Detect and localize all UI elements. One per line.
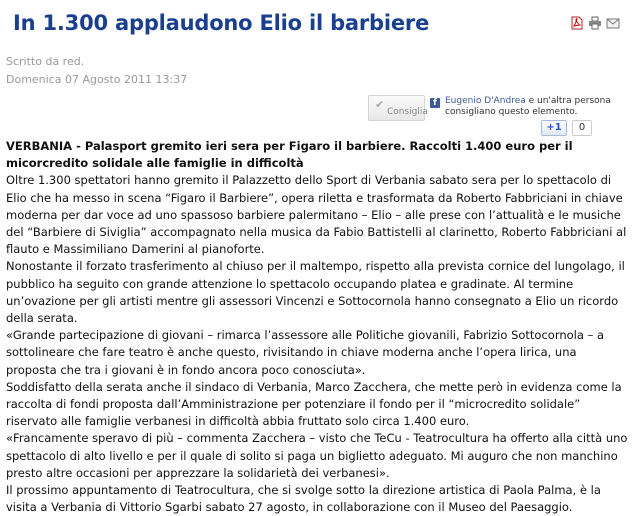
- publish-date: Domenica 07 Agosto 2011 13:37: [6, 73, 188, 86]
- article-paragraph: Oltre 1.300 spettatori hanno gremito il Palazzetto dello Sport di Verbania sabato sera per lo spettacolo di Elio che ha messo in scena “Figaro il Barbiere”, opera riletta e trasformata da Roberto Fabbriciani in chiave moderna per dar voce ad uno spassoso barbiere palermitano – Elio – alle prese con l’attualità e le musiche del “Barbiere di Siviglia” accompagnato nella musica da Fabio Battistelli al clarinetto, Roberto Fabbriciani al flauto e Massimiliano Damerini al pianoforte.: [6, 173, 627, 257]
- pdf-icon[interactable]: [570, 16, 584, 30]
- facebook-like-button[interactable]: [368, 95, 428, 121]
- article-paragraph: Nonostante il forzato trasferimento al chiuso per il maltempo, rispetto alla prevista cornice del lungolago, il pubblico ha seguito con grande attenzione lo spettacolo occupando platea e gradinate. Al termine un’ovazione per gli artisti mentre gli assessori Vincenzi e Sottocornola hanno consegnato a Elio un ricordo della serata.: [6, 259, 625, 326]
- plusone-count: 0: [572, 120, 592, 136]
- article-tools: [570, 16, 620, 30]
- facebook-icon: f: [430, 98, 440, 108]
- email-icon[interactable]: [606, 16, 620, 30]
- article-title: In 1.300 applaudono Elio il barbiere: [13, 11, 430, 35]
- facebook-social-sentence: e un'altra persona consigliano questo elemento.: [445, 96, 611, 117]
- like-button-label: Consiglia: [387, 107, 428, 117]
- article-body: [6, 138, 628, 516]
- check-icon: ✔: [375, 98, 385, 111]
- print-icon[interactable]: [588, 16, 602, 30]
- facebook-friend-link[interactable]: Eugenio D'Andrea: [445, 96, 526, 106]
- article-paragraph: Soddisfatto della serata anche il sindaco di Verbania, Marco Zacchera, che mette però in evidenza come la raccolta di fondi proposta dall’Amministrazione per potenziare il fondo per il “microcredito solidale” riservato alle famiglie verbanesi in difficoltà abbia fruttato solo circa 1.400 euro.: [6, 379, 622, 429]
- article-paragraph: «Francamente speravo di più – commenta Zacchera – visto che TeCu - Teatrocultura ha offerto alla città uno spettacolo di alto livello e per il quale di solito si paga un biglietto adeguato. Mi auguro che non manchino presto altre occasioni per apprezzare la solidarietà dei verbanesi».: [6, 431, 628, 480]
- facebook-social-text: [445, 96, 615, 118]
- google-plusone-button[interactable]: +1: [541, 120, 567, 136]
- author-line: Scritto da red.: [6, 55, 85, 68]
- article-paragraph: «Grande partecipazione di giovani – rimarca l’assessore alle Politiche giovanili, Fabrizio Sottocornola – a sottolineare che fare teatro è anche questo, rivisitando in chiave moderna anche l’opera lirica, una proposta che tra i giovani è in fondo ancora poco conosciuta».: [6, 328, 605, 377]
- article-paragraph: Il prossimo appuntamento di Teatrocultura, che si svolge sotto la direzione artistica di Paola Palma, è la visita a Verbania di Vittorio Sgarbi sabato 27 agosto, in collaborazione con il Museo del Paesaggio.: [6, 483, 601, 515]
- article-lead: VERBANIA - Palasport gremito ieri sera per Figaro il barbiere. Raccolti 1.400 euro per il micorcredito solidale alle famiglie in difficoltà: [6, 139, 573, 171]
